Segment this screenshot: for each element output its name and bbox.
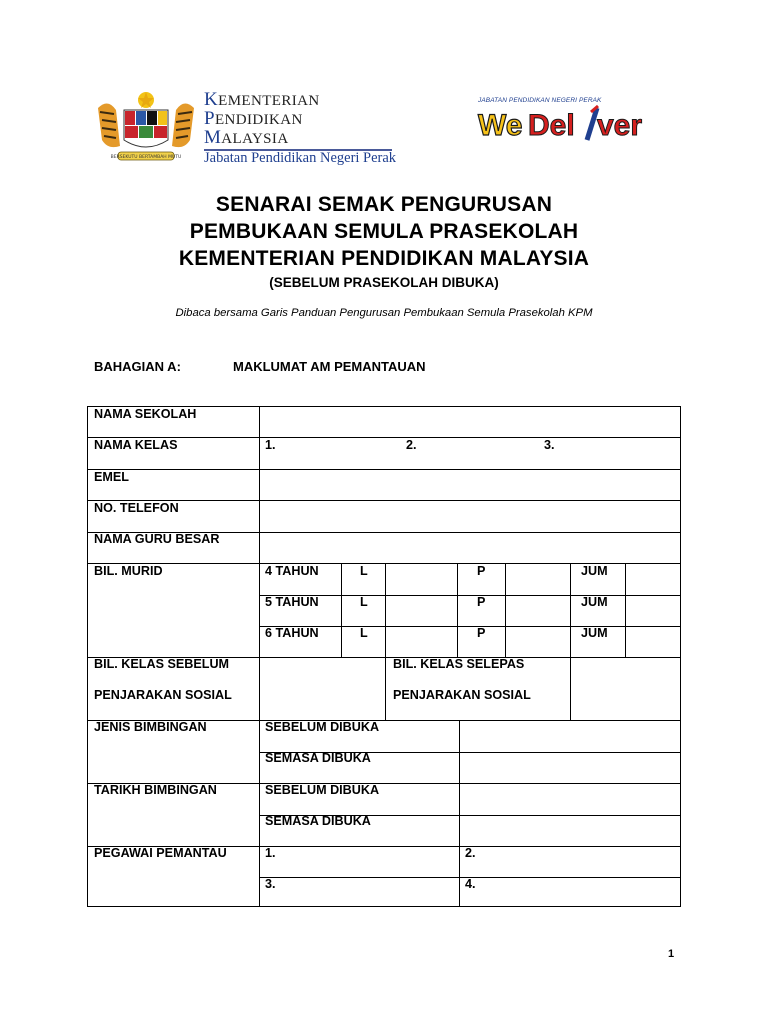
- label-p: P: [477, 626, 486, 640]
- col-divider: [505, 563, 506, 657]
- label-emel: EMEL: [94, 470, 129, 484]
- tarikh-sebelum-dibuka: SEBELUM DIBUKA: [265, 783, 380, 797]
- label-jenis-bimbingan: JENIS BIMBINGAN: [94, 720, 207, 734]
- section-label: BAHAGIAN A:: [94, 359, 181, 374]
- kelas-num-1: 1.: [265, 438, 276, 452]
- we-deliver-logo: [476, 104, 643, 142]
- label-p: P: [477, 595, 486, 609]
- title-line-1: SENARAI SEMAK PENGURUSAN: [215, 193, 553, 216]
- col-divider: [385, 657, 386, 720]
- kelas-num-2: 2.: [406, 438, 417, 452]
- kpm-line-3: MALAYSIA: [204, 127, 289, 148]
- label-l: L: [360, 626, 368, 640]
- pegawai-num-3: 3.: [265, 877, 276, 891]
- age-5-tahun: 5 TAHUN: [265, 595, 319, 609]
- age-4-tahun: 4 TAHUN: [265, 564, 319, 578]
- row-divider: [259, 626, 680, 627]
- title-line-3: KEMENTERIAN PENDIDIKAN MALAYSIA: [178, 247, 590, 270]
- label-pegawai-pemantau: PEGAWAI PEMANTAU: [94, 846, 227, 860]
- label-bil-kelas-selepas: BIL. KELAS SELEPAS: [393, 657, 525, 671]
- label-bil-kelas-selepas-2: PENJARAKAN SOSIAL: [393, 688, 531, 702]
- col-divider: [570, 657, 571, 720]
- we-text: We: [478, 109, 523, 142]
- label-nama-kelas: NAMA KELAS: [94, 438, 178, 452]
- col-divider: [459, 720, 460, 906]
- label-no-telefon: NO. TELEFON: [94, 501, 179, 515]
- jenis-sebelum-dibuka: SEBELUM DIBUKA: [265, 720, 380, 734]
- ver-text: ver: [597, 109, 643, 142]
- section-title: MAKLUMAT AM PEMANTAUAN: [233, 359, 426, 374]
- col-divider: [570, 563, 571, 657]
- pegawai-num-1: 1.: [265, 846, 276, 860]
- label-jum: JUM: [581, 564, 608, 578]
- wedeliver-caption: JABATAN PENDIDIKAN NEGERI PERAK: [478, 97, 602, 104]
- page-number: 1: [668, 948, 675, 960]
- col-divider: [385, 563, 386, 657]
- tarikh-semasa-dibuka: SEMASA DIBUKA: [265, 814, 371, 828]
- row-divider: [88, 469, 680, 470]
- age-6-tahun: 6 TAHUN: [265, 626, 319, 640]
- label-bil-murid: BIL. MURID: [94, 564, 163, 578]
- label-l: L: [360, 564, 368, 578]
- malaysia-crest-logo: [94, 88, 198, 170]
- col-divider: [341, 563, 342, 657]
- pegawai-num-2: 2.: [465, 846, 476, 860]
- label-bil-kelas-sebelum-2: PENJARAKAN SOSIAL: [94, 688, 232, 702]
- del-text: Del: [528, 109, 575, 142]
- row-divider: [259, 595, 680, 596]
- label-bil-kelas-sebelum: BIL. KELAS SEBELUM: [94, 657, 230, 671]
- label-l: L: [360, 595, 368, 609]
- label-jum: JUM: [581, 595, 608, 609]
- crest-motto: BERSEKUTU BERTAMBAH MUTU: [110, 155, 182, 160]
- jenis-semasa-dibuka: SEMASA DIBUKA: [265, 751, 371, 765]
- kpm-line-2: PENDIDIKAN: [204, 108, 303, 129]
- kpm-line-1: KEMENTERIAN: [204, 89, 320, 110]
- monitoring-info-form: [87, 406, 681, 907]
- guideline-note: Dibaca bersama Garis Panduan Pengurusan Pembukaan Semula Prasekolah KPM: [175, 307, 593, 319]
- col-divider: [457, 563, 458, 657]
- title-subtitle: (SEBELUM PRASEKOLAH DIBUKA): [269, 275, 499, 290]
- label-nama-sekolah: NAMA SEKOLAH: [94, 407, 197, 421]
- label-jum: JUM: [581, 626, 608, 640]
- title-line-2: PEMBUKAAN SEMULA PRASEKOLAH: [189, 220, 579, 243]
- label-nama-guru-besar: NAMA GURU BESAR: [94, 532, 220, 546]
- col-divider: [625, 563, 626, 657]
- kpm-subtitle: Jabatan Pendidikan Negeri Perak: [204, 150, 397, 166]
- label-tarikh-bimbingan: TARIKH BIMBINGAN: [94, 783, 217, 797]
- pegawai-num-4: 4.: [465, 877, 476, 891]
- kelas-num-3: 3.: [544, 438, 555, 452]
- label-p: P: [477, 564, 486, 578]
- col-divider: [259, 407, 260, 906]
